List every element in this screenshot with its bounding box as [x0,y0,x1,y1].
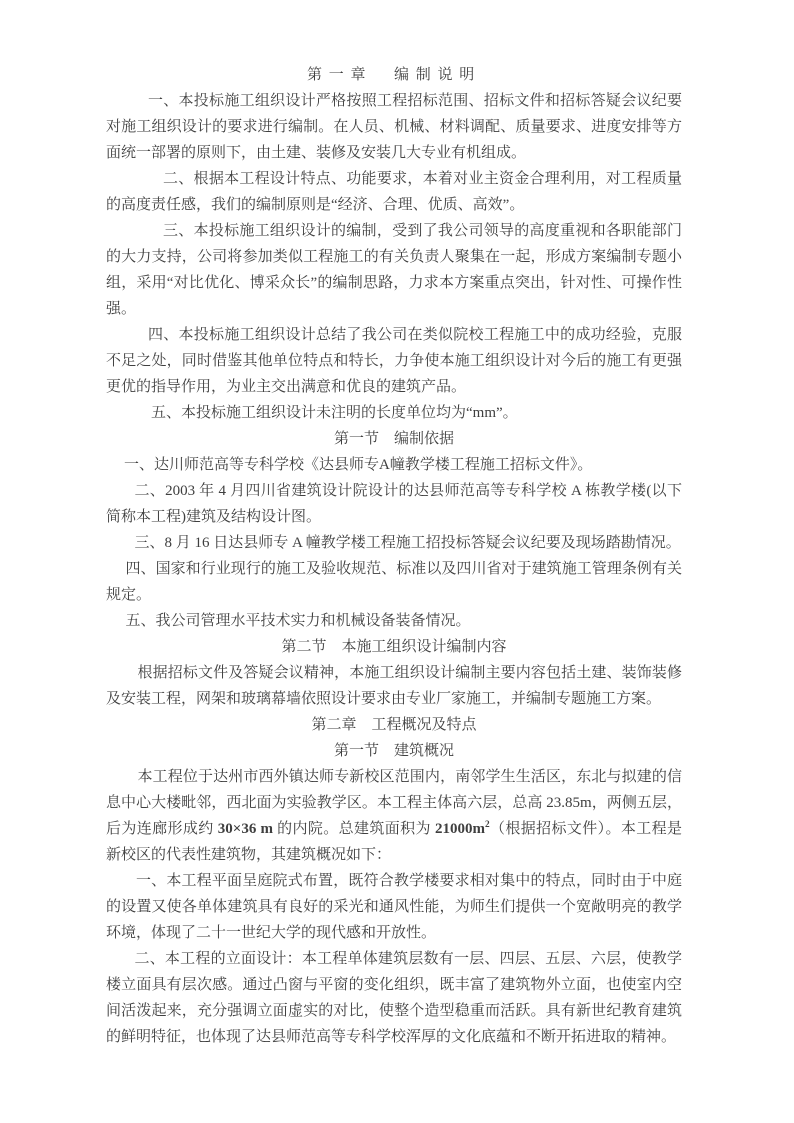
text-segment-bold: 21000m [434,821,485,837]
paragraph: 二、2003 年 4 月四川省建筑设计院设计的达县师范高等专科学校 A 栋教学楼(以下简称本工程)建筑及结构设计图。 [106,483,682,525]
chapter-heading: 第一章 编制说明 [306,67,481,83]
section-heading: 第二节 本施工组织设计编制内容 [281,639,507,655]
text-segment: （根据招标文件）。本工程是新校区的代表性建筑物，其建筑概况如下： [106,821,682,863]
paragraph: 五、我公司管理水平技术实力和机械设备装备情况。 [125,613,471,629]
text-segment: 的内院。总建筑面积为 [272,821,435,837]
paragraph: 四、国家和行业现行的施工及验收规范、标准以及四川省对于建筑施工管理条例有关规定。 [106,561,682,603]
paragraph: 三、本投标施工组织设计的编制，受到了我公司领导的高度重视和各职能部门的大力支持，公司将参加类似工程施工的有关负责人聚集在一起，形成方案编制专题小组，采用“对比优化、博采众长”的编制思路，力求本方案重点突出，针对性、可操作性强。 [106,223,682,317]
section-heading: 第一节 建筑概况 [333,743,454,759]
paragraph: 一、本投标施工组织设计严格按照工程招标范围、招标文件和招标答疑会议纪要对施工组织设计的要求进行编制。在人员、机械、材料调配、质量要求、进度安排等方面统一部署的原则下，由土建、装修及安装几大专业有机组成。 [106,93,682,161]
paragraph: 五、本投标施工组织设计未注明的长度单位均为“mm”。 [151,405,518,421]
paragraph: 一、本工程平面呈庭院式布置，既符合教学楼要求相对集中的特点，同时由于中庭的设置又使各单体建筑具有良好的采光和通风性能，为师生们提供一个宽敞明亮的教学环境，体现了二十一世纪大学的现代感和开放性。 [106,873,682,941]
superscript-segment: 2 [484,820,490,830]
text-segment-bold: 30×36 m [217,821,273,837]
paragraph: 三、8 月 16 日达县师专 A 幢教学楼工程施工招投标答疑会议纪要及现场踏勘情况。 [134,535,681,551]
paragraph: 二、本工程的立面设计：本工程单体建筑层数有一层、四层、五层、六层，使教学楼立面具有层次感。通过凸窗与平窗的变化组织，既丰富了建筑物外立面，也使室内空间活泼起来，充分强调立面虚实的对比，使整个造型稳重而活跃。具有新世纪教育建筑的鲜明特征，也体现了达县师范高等专科学校浑厚的文化底蕴和不断开拓进取的精神。 [106,951,682,1045]
paragraph [106,764,682,868]
section-heading: 第一节 编制依据 [333,431,454,447]
paragraph: 根据招标文件及答疑会议精神，本施工组织设计编制主要内容包括土建、装饰装修及安装工程，网架和玻璃幕墙依照设计要求由专业厂家施工，并编制专题施工方案。 [106,665,682,707]
text-segment: 本工程位于达州市西外镇达师专新校区范围内，南邻学生生活区，东北与拟建的信息中心大楼毗邻，西北面为实验教学区。本工程主体高六层，总高 23.85m，两侧五层，后为连廊形成约 [106,769,682,837]
chapter-heading: 第二章 工程概况及特点 [311,717,477,733]
paragraph: 二、根据本工程设计特点、功能要求，本着对业主资金合理利用，对工程质量的高度责任感，我们的编制原则是“经济、合理、优质、高效”。 [106,171,682,213]
paragraph: 四、本投标施工组织设计总结了我公司在类似院校工程施工中的成功经验，克服不足之处，同时借鉴其他单位特点和特长，力争使本施工组织设计对今后的施工有更强更优的指导作用，为业主交出满意和优良的建筑产品。 [106,327,682,395]
paragraph: 一、达川师范高等专科学校《达县师专A幢教学楼工程施工招标文件》。 [124,457,593,473]
